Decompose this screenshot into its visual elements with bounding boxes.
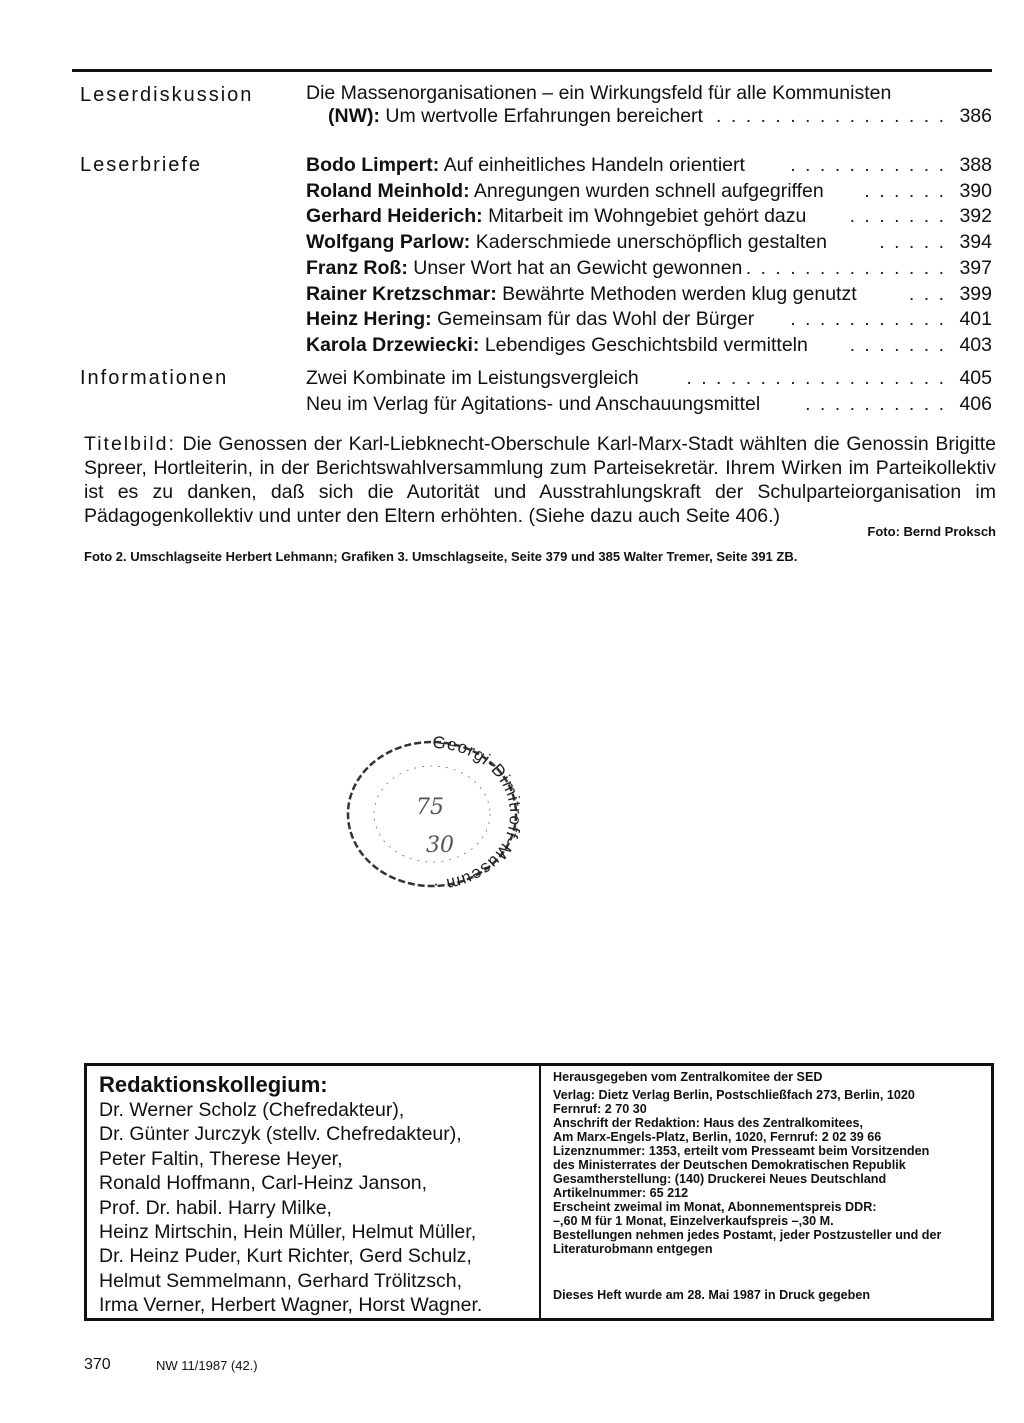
- toc-entry-title: Auf einheitliches Handeln orientiert: [443, 154, 745, 176]
- publisher-line: Verlag: Dietz Verlag Berlin, Postschließfach 273, Berlin, 1020: [553, 1088, 915, 1102]
- toc-section-label: Informationen: [80, 367, 229, 389]
- toc-entry-author: Rainer Kretzschmar:: [306, 282, 497, 305]
- toc-entry-page: 403: [955, 333, 992, 359]
- svg-text:30: 30: [426, 833, 454, 858]
- board-member-line: Ronald Hoffmann, Carl-Heinz Janson,: [99, 1172, 428, 1195]
- dot-leader: . . . . . . .: [849, 205, 946, 228]
- toc-entry[interactable]: [306, 153, 992, 179]
- toc-entry-page: 397: [955, 256, 992, 282]
- toc-section-label: Leserdiskussion: [80, 84, 254, 106]
- publisher-line: Bestellungen nehmen jedes Postamt, jeder Postzusteller und der: [553, 1228, 942, 1242]
- editorial-board: [99, 1072, 529, 1318]
- toc-entry[interactable]: [306, 83, 952, 104]
- board-member-line: Dr. Werner Scholz (Chefredakteur),: [99, 1099, 405, 1121]
- toc-entry[interactable]: [306, 307, 992, 333]
- board-member-line: Heinz Mirtschin, Hein Müller, Helmut Müller,: [99, 1221, 477, 1244]
- toc-entries: [306, 153, 992, 359]
- issue-info: NW 11/1987 (42.): [156, 1358, 258, 1373]
- toc-entry-author: Karola Drzewiecki:: [306, 333, 480, 356]
- toc-entry-author: Franz Roß:: [306, 256, 408, 279]
- toc-section-label: Leserbriefe: [80, 154, 203, 176]
- toc-entry-page: 399: [955, 282, 992, 308]
- dot-leader: . . . . . . . . . .: [805, 392, 946, 415]
- toc-entries: [306, 83, 992, 130]
- board-member-line: Dr. Günter Jurczyk (stellv. Chefredakteur),: [99, 1123, 462, 1146]
- publisher-line: Erscheint zweimal im Monat, Abonnementspreis DDR:: [553, 1200, 877, 1214]
- publisher-line: des Ministerrates der Deutschen Demokratischen Republik: [553, 1158, 906, 1172]
- publisher-line: –,60 M für 1 Monat, Einzelverkaufspreis –,30 M.: [553, 1214, 834, 1228]
- dot-leader: . . . . .: [879, 231, 946, 254]
- toc-entry-page: 401: [955, 307, 992, 333]
- board-member-line: Peter Faltin, Therese Heyer,: [99, 1147, 343, 1170]
- stamp-icon: [344, 736, 520, 892]
- toc-entry-title: Unser Wort hat an Gewicht gewonnen: [413, 256, 743, 279]
- toc-entry[interactable]: [306, 204, 992, 230]
- dot-leader: . . . . . .: [864, 179, 946, 202]
- toc-entry-page: 392: [955, 204, 992, 230]
- toc-entry-title: Lebendiges Geschichtsbild vermitteln: [484, 333, 808, 356]
- toc-entries: [306, 366, 992, 417]
- publisher-line: Herausgegeben vom Zentralkomitee der SED: [553, 1070, 823, 1084]
- toc-entry-page: 388: [955, 153, 992, 179]
- caption-label: Titelbild:: [84, 433, 176, 455]
- museum-stamp: [344, 736, 520, 892]
- toc-entry-title: Zwei Kombinate im Leistungsvergleich: [306, 367, 639, 389]
- board-member-line: Prof. Dr. habil. Harry Milke,: [99, 1196, 332, 1219]
- board-member-line: Irma Verner, Herbert Wagner, Horst Wagner.: [99, 1294, 483, 1317]
- toc-entry-author: Wolfgang Parlow:: [306, 231, 471, 254]
- toc-entry[interactable]: [306, 282, 992, 308]
- dot-leader: . . .: [908, 282, 946, 305]
- toc-entry[interactable]: [306, 366, 992, 392]
- toc-entry-title: Um wertvolle Erfahrungen bereichert: [385, 105, 703, 127]
- publisher-line: Lizenznummer: 1353, erteilt vom Presseamt beim Vorsitzenden: [553, 1144, 930, 1158]
- dot-leader: . . . . . . .: [849, 333, 946, 356]
- publisher-line: Am Marx-Engels-Platz, Berlin, 1020, Fernruf: 2 02 39 66: [553, 1130, 882, 1144]
- toc-entry-author: Gerhard Heiderich:: [306, 205, 483, 228]
- imprint-divider: [539, 1066, 541, 1318]
- toc-entry-page: 394: [955, 230, 992, 256]
- cover-caption: [84, 432, 996, 528]
- top-rule: [72, 69, 992, 72]
- svg-text:Georgi-Dimitroff-Museum · Leip: Georgi-Dim f-Museum ·: [431, 736, 520, 892]
- board-member-line: Dr. Heinz Puder, Kurt Richter, Gerd Schulz,: [99, 1245, 472, 1268]
- svg-text:75: 75: [416, 795, 444, 820]
- board-member-line: Helmut Semmelmann, Gerhard Trölitzsch,: [99, 1269, 463, 1292]
- toc-entry[interactable]: [306, 179, 992, 205]
- page-number: 370: [84, 1356, 111, 1373]
- dot-leader: . . . . . . . . . . .: [790, 154, 946, 176]
- toc-entry-title: Die Massenorganisationen – ein Wirkungsfeld für alle Kommunisten: [306, 82, 892, 104]
- photo-credit: Foto: Bernd Proksch: [867, 524, 996, 539]
- publisher-info: [553, 1070, 983, 1256]
- dot-leader: . . . . . . . . . . . . . .: [745, 256, 946, 279]
- toc-entry[interactable]: [306, 104, 992, 130]
- photo-footnote: Foto 2. Umschlagseite Herbert Lehmann; Grafiken 3. Umschlagseite, Seite 379 und 385 Walter Tremer, Seite 391 ZB.: [84, 549, 798, 564]
- toc-entry-title: Anregungen wurden schnell aufgegriffen: [473, 179, 824, 202]
- toc-entry[interactable]: [306, 256, 992, 282]
- publisher-line: Artikelnummer: 65 212: [553, 1186, 689, 1200]
- toc-entry[interactable]: [306, 333, 992, 359]
- publisher-line: Gesamtherstellung: (140) Druckerei Neues Deutschland: [553, 1172, 887, 1186]
- toc-entry-title: Bewährte Methoden werden klug genutzt: [502, 282, 857, 305]
- toc-entry[interactable]: [306, 230, 992, 256]
- toc-entry-title: Kaderschmiede unerschöpflich gestalten: [475, 231, 827, 254]
- toc-entry-page: 386: [955, 104, 992, 130]
- toc-entry-title: Mitarbeit im Wohngebiet gehört dazu: [488, 205, 807, 228]
- publisher-line: Anschrift der Redaktion: Haus des Zentralkomitees,: [553, 1116, 864, 1130]
- toc-entry-author: Roland Meinhold:: [306, 179, 470, 202]
- toc-entry-title: Gemeinsam für das Wohl der Bürger: [437, 308, 755, 331]
- toc-entry-author: Heinz Hering:: [306, 308, 432, 331]
- dot-leader: . . . . . . . . . . . . . . . .: [716, 105, 946, 127]
- toc-entry-title: Neu im Verlag für Agitations- und Anschauungsmittel: [306, 392, 761, 415]
- print-date-note: Dieses Heft wurde am 28. Mai 1987 in Druck gegeben: [553, 1288, 871, 1302]
- imprint-box: [84, 1063, 994, 1321]
- caption-text: Die Genossen der Karl-Liebknecht-Oberschule Karl-Marx-Stadt wählten die Genossin Brigitte Spreer, Hortleiterin, in der Berichtswahlversammlung zum Parteisekretär. Ihrem Wirken im Parteikollektiv ist es zu danken, daß sich die Autorität und Ausstrahlungskraft der Schulparteiorganisation im Pädagogenkollektiv und unter den Eltern erhöhten. (Siehe dazu auch Seite 406.): [84, 433, 997, 527]
- publisher-line: Literaturobmann entgegen: [553, 1242, 713, 1256]
- publisher-line: Fernruf: 2 70 30: [553, 1102, 647, 1116]
- toc-entry[interactable]: [306, 392, 992, 418]
- toc-entry-author: Bodo Limpert:: [306, 154, 440, 176]
- dot-leader: . . . . . . . . . . .: [790, 308, 946, 331]
- toc-entry-page: 406: [955, 392, 992, 418]
- editorial-board-title: Redaktionskollegium:: [99, 1072, 328, 1097]
- toc-entry-page: 405: [955, 366, 992, 392]
- toc-entry-author: (NW):: [328, 105, 380, 127]
- dot-leader: . . . . . . . . . . . . . . . . . .: [686, 367, 946, 389]
- toc-entry-page: 390: [955, 179, 992, 205]
